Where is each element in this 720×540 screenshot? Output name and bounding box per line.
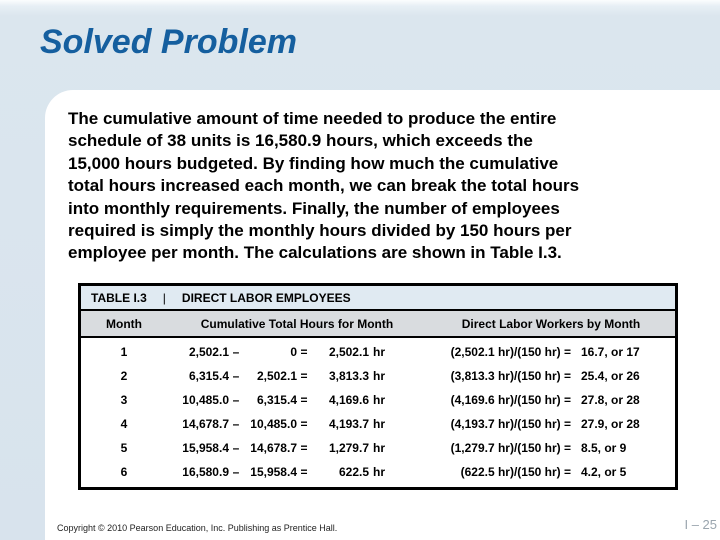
month-cell: 6 — [120, 465, 128, 479]
hours-unit: hr — [373, 465, 385, 479]
column-header-month: Month — [106, 316, 142, 331]
minuend-cell: 10,485.0 — [182, 393, 229, 407]
table-title: DIRECT LABOR EMPLOYEES — [181, 290, 351, 305]
hours-result-cell: 1,279.7 — [328, 441, 369, 455]
minuend-cell: 2,502.1 — [188, 345, 229, 359]
subtrahend-cell: 0 — [290, 345, 297, 359]
month-cell: 2 — [120, 369, 128, 383]
workers-expression-cell: (622.5 hr)/(150 hr) = — [460, 465, 571, 479]
minuend-cell: 6,315.4 — [188, 369, 229, 383]
subtrahend-cell: 15,958.4 — [250, 465, 297, 479]
hours-unit: hr — [373, 345, 385, 359]
table-row — [81, 460, 675, 484]
page-number: I – 25 — [684, 517, 717, 532]
column-header-cumulative-hours: Cumulative Total Hours for Month — [200, 316, 394, 331]
direct-labor-table — [78, 283, 678, 490]
table-row — [81, 388, 675, 412]
equals-sign: = — [300, 369, 308, 383]
hours-unit: hr — [373, 441, 385, 455]
paragraph-line: 15,000 hours budgeted. By finding how much the cumulative — [68, 153, 559, 173]
workers-expression-cell: (2,502.1 hr)/(150 hr) = — [450, 345, 571, 359]
minus-sign: – — [232, 369, 240, 383]
table-row — [81, 412, 675, 436]
subtrahend-cell: 2,502.1 — [256, 369, 297, 383]
workers-value-cell: 27.8, or 28 — [581, 393, 640, 407]
equals-sign: = — [300, 345, 308, 359]
workers-expression-cell: (3,813.3 hr)/(150 hr) = — [450, 369, 571, 383]
table-body — [81, 338, 675, 487]
workers-value-cell: 27.9, or 28 — [581, 417, 640, 431]
workers-value-cell: 4.2, or 5 — [581, 465, 627, 479]
workers-value-cell: 25.4, or 26 — [581, 369, 640, 383]
hours-unit: hr — [373, 417, 385, 431]
workers-value-cell: 16.7, or 17 — [581, 345, 640, 359]
month-cell: 1 — [120, 345, 128, 359]
hours-result-cell: 4,193.7 — [328, 417, 369, 431]
month-cell: 5 — [120, 441, 128, 455]
workers-expression-cell: (1,279.7 hr)/(150 hr) = — [450, 441, 571, 455]
month-cell: 4 — [120, 417, 128, 431]
table-caption-separator: | — [162, 290, 166, 305]
minus-sign: – — [232, 465, 240, 479]
paragraph-line: employee per month. The calculations are shown in Table I.3. — [68, 243, 562, 263]
minuend-cell: 14,678.7 — [182, 417, 229, 431]
paragraph-line: schedule of 38 units is 16,580.9 hours, which exceeds the — [68, 131, 533, 151]
paragraph-line: The cumulative amount of time needed to produce the entire — [68, 109, 557, 128]
minuend-cell: 16,580.9 — [182, 465, 229, 479]
month-cell: 3 — [120, 393, 128, 407]
paragraph-line: into monthly requirements. Finally, the number of employees — [68, 198, 560, 218]
minus-sign: – — [232, 345, 240, 359]
table-header-row — [81, 311, 675, 338]
paragraph-line: required is simply the monthly hours divided by 150 hours per — [68, 221, 572, 241]
minus-sign: – — [232, 441, 240, 455]
table-label: TABLE I.3 — [91, 290, 147, 305]
hours-unit: hr — [373, 369, 385, 383]
hours-result-cell: 2,502.1 — [328, 345, 369, 359]
table-caption — [81, 286, 675, 311]
hours-result-cell: 3,813.3 — [328, 369, 369, 383]
hours-result-cell: 622.5 — [338, 465, 369, 479]
copyright-footer: Copyright © 2010 Pearson Education, Inc. Publishing as Prentice Hall. — [57, 523, 338, 533]
table-row — [81, 364, 675, 388]
workers-expression-cell: (4,193.7 hr)/(150 hr) = — [450, 417, 571, 431]
equals-sign: = — [300, 417, 308, 431]
problem-statement — [68, 108, 718, 265]
table-row — [81, 436, 675, 460]
minuend-cell: 15,958.4 — [182, 441, 229, 455]
workers-value-cell: 8.5, or 9 — [581, 441, 627, 455]
subtrahend-cell: 10,485.0 — [250, 417, 297, 431]
minus-sign: – — [232, 417, 240, 431]
content-panel — [45, 90, 720, 540]
slide-title: Solved Problem — [40, 23, 297, 61]
hours-unit: hr — [373, 393, 385, 407]
subtrahend-cell: 6,315.4 — [256, 393, 297, 407]
minus-sign: – — [232, 393, 240, 407]
paragraph-line: total hours increased each month, we can break the total hours — [68, 176, 580, 196]
hours-result-cell: 4,169.6 — [328, 393, 369, 407]
workers-expression-cell: (4,169.6 hr)/(150 hr) = — [450, 393, 571, 407]
table-row — [81, 340, 675, 364]
equals-sign: = — [300, 441, 308, 455]
equals-sign: = — [300, 465, 308, 479]
equals-sign: = — [300, 393, 308, 407]
subtrahend-cell: 14,678.7 — [250, 441, 297, 455]
column-header-direct-labor-workers: Direct Labor Workers by Month — [461, 316, 641, 331]
